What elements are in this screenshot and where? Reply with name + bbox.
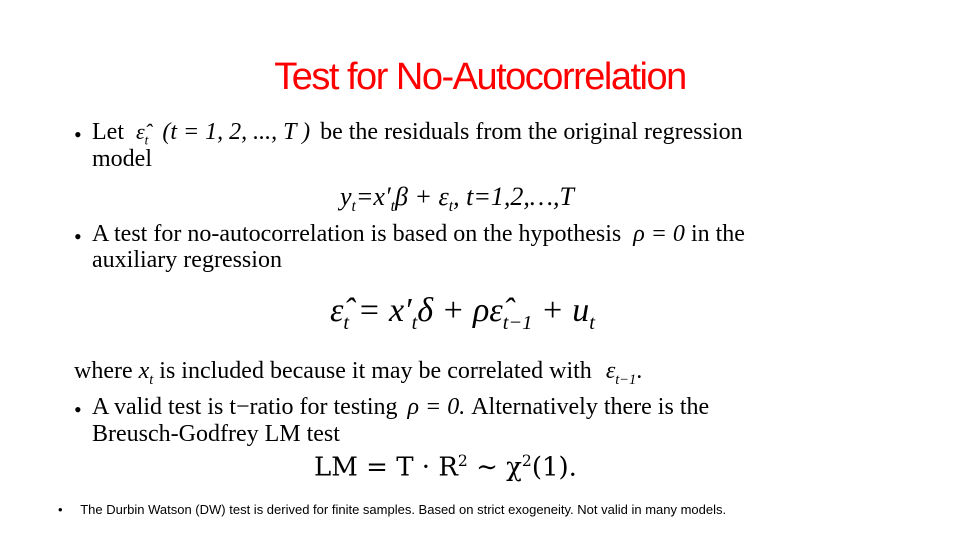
bullet-1-line-2: model xyxy=(92,146,152,172)
bullet-3-rho: ρ = 0. xyxy=(407,394,466,420)
footer-text: The Durbin Watson (DW) test is derived for finite samples. Based on strict exogeneity. Not valid in many models. xyxy=(80,502,727,517)
bullet-1-marker: • xyxy=(74,122,82,147)
residual-symbol: $\varepsilon̂_t$ xyxy=(135,119,149,148)
bullet-1-suffix: be the residuals from the original regression xyxy=(320,119,743,145)
slide-title: Test for No-Autocorrelation xyxy=(274,56,686,98)
bullet-2-line-1 xyxy=(92,221,745,247)
bullet-2-tail: in the xyxy=(690,221,745,247)
bullet-3-line-2: Breusch-Godfrey LM test xyxy=(92,421,340,447)
bullet-3-text: A valid test is t−ratio for testing xyxy=(92,394,398,420)
lm-test-equation: LM = $T \cdot R^2$ ∼ $\chi^2(1)$. xyxy=(314,452,577,483)
footer-bullet: • xyxy=(58,502,63,517)
bullet-1-line-1 xyxy=(92,119,743,153)
bullet-3-marker: • xyxy=(74,397,82,422)
bullet-3-tail: Alternatively there is the xyxy=(471,394,710,420)
bullet-2-text: A test for no-autocorrelation is based on the hypothesis xyxy=(92,221,622,247)
where-line: where $x_t$ is included because it may be correlated with $\varepsilon_{t-1}$. xyxy=(74,358,643,388)
bullet-1-range: (t = 1, 2, ..., T ) xyxy=(162,119,311,145)
bullet-2-rho: ρ = 0 xyxy=(633,221,685,247)
bullet-1-prefix: Let xyxy=(92,119,124,145)
bullet-2-line-2: auxiliary regression xyxy=(92,247,282,273)
auxiliary-regression-equation: $\varepsilon̂_t = x'_t\delta$ + $\rho\varepsilon̂_{t-1} + u_t$ xyxy=(330,292,595,334)
footer-note xyxy=(58,502,938,517)
bullet-2-marker: • xyxy=(74,224,82,249)
bullet-3-line-1 xyxy=(92,394,709,420)
regression-equation: $y_t=x'_t\beta + \varepsilon_t$, t=1,2,…,T xyxy=(340,182,574,216)
